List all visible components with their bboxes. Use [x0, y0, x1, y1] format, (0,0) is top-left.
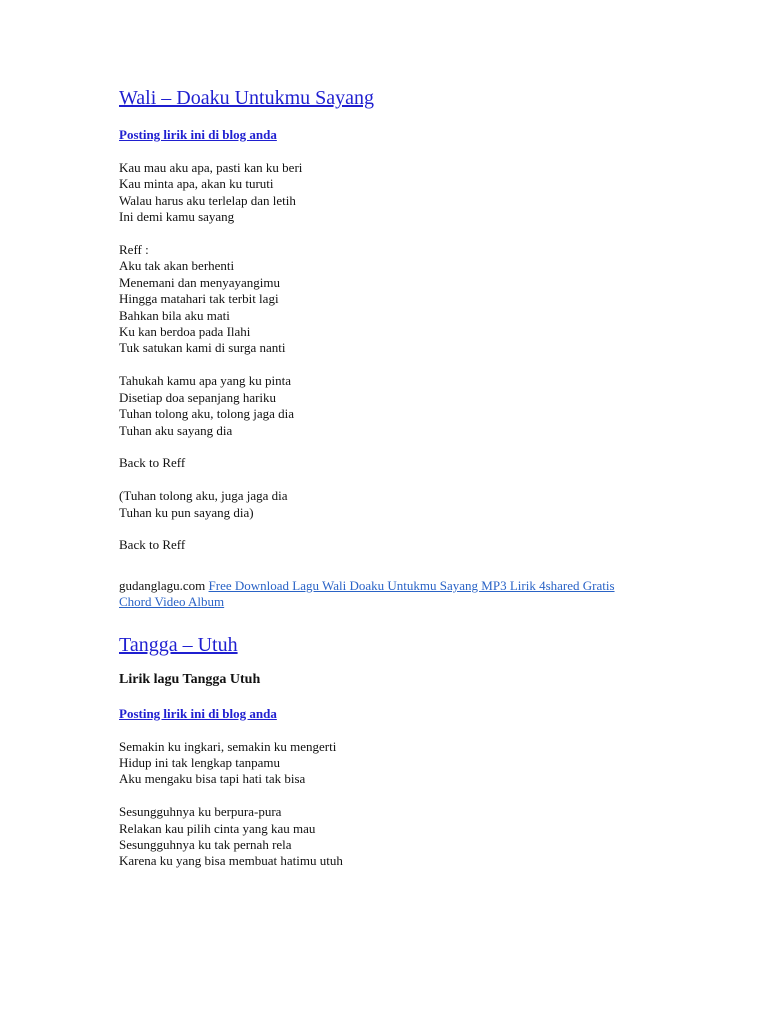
- spacer: [119, 611, 719, 633]
- lyric-blank-line: [119, 472, 719, 488]
- lyric-line: Disetiap doa sepanjang hariku: [119, 389, 277, 405]
- lyric-line: Sesungguhnya ku tak pernah rela: [119, 837, 292, 852]
- lyric-line: Ku kan berdoa pada Ilahi: [119, 324, 251, 340]
- song1-lyrics: [119, 160, 719, 554]
- lyric-line: Kau mau aku apa, pasti kan ku beri: [119, 160, 303, 175]
- lyric-line: Aku mengaku bisa tapi hati tak bisa: [119, 771, 306, 787]
- spacer: [119, 144, 719, 160]
- lyric-line: Sesungguhnya ku berpura-pura: [119, 804, 282, 820]
- lyric-line: Back to Reff: [119, 455, 186, 471]
- source-site-text: gudanglagu.com: [119, 577, 209, 593]
- lyric-line: Relakan kau pilih cinta yang kau mau: [119, 820, 316, 836]
- song2-title-link[interactable]: Tangga – Utuh: [119, 633, 238, 656]
- song2-subtitle: Lirik lagu Tangga Utuh: [119, 671, 261, 687]
- lyric-blank-line: [119, 357, 719, 373]
- spacer: [119, 554, 719, 578]
- lyric-line: Tuk satukan kami di surga nanti: [119, 340, 286, 356]
- document-page: [119, 86, 719, 870]
- lyric-line: Kau minta apa, akan ku turuti: [119, 176, 274, 192]
- lyric-line: Hingga matahari tak terbit lagi: [119, 291, 279, 307]
- song1-post-link[interactable]: Posting lirik ini di blog anda: [119, 127, 277, 142]
- song1-download-link[interactable]: Free Download Lagu Wali Doaku Untukmu Sayang MP3 Lirik 4shared Gratis Chord Video Album: [119, 577, 615, 610]
- lyric-blank-line: [119, 521, 719, 537]
- lyric-blank-line: [119, 788, 719, 804]
- spacer: [119, 110, 719, 126]
- lyric-line: Karena ku yang bisa membuat hatimu utuh: [119, 853, 343, 869]
- lyric-line: Semakin ku ingkari, semakin ku mengerti: [119, 738, 337, 754]
- lyric-blank-line: [119, 226, 719, 242]
- song1-source: [119, 578, 639, 611]
- lyric-line: Reff :: [119, 242, 149, 258]
- lyric-line: Tuhan ku pun sayang dia): [119, 504, 254, 520]
- lyric-line: Walau harus aku terlelap dan letih: [119, 192, 296, 208]
- song2-lyrics: [119, 739, 719, 870]
- spacer: [119, 723, 719, 739]
- lyric-line: Back to Reff: [119, 537, 186, 553]
- lyric-line: Ini demi kamu sayang: [119, 209, 235, 225]
- song1-title-link[interactable]: Wali – Doaku Untukmu Sayang: [119, 87, 375, 109]
- lyric-line: Aku tak akan berhenti: [119, 258, 235, 274]
- lyric-line: Bahkan bila aku mati: [119, 307, 230, 323]
- lyric-line: Menemani dan menyayangimu: [119, 274, 281, 290]
- lyric-line: Hidup ini tak lengkap tanpamu: [119, 754, 281, 770]
- lyric-line: (Tuhan tolong aku, juga jaga dia: [119, 488, 288, 504]
- lyric-line: Tuhan tolong aku, tolong jaga dia: [119, 406, 295, 422]
- spacer: [119, 657, 719, 671]
- lyric-blank-line: [119, 439, 719, 455]
- lyric-line: Tahukah kamu apa yang ku pinta: [119, 373, 292, 389]
- spacer: [119, 689, 719, 705]
- lyric-line: Tuhan aku sayang dia: [119, 422, 233, 438]
- song2-post-link[interactable]: Posting lirik ini di blog anda: [119, 705, 277, 721]
